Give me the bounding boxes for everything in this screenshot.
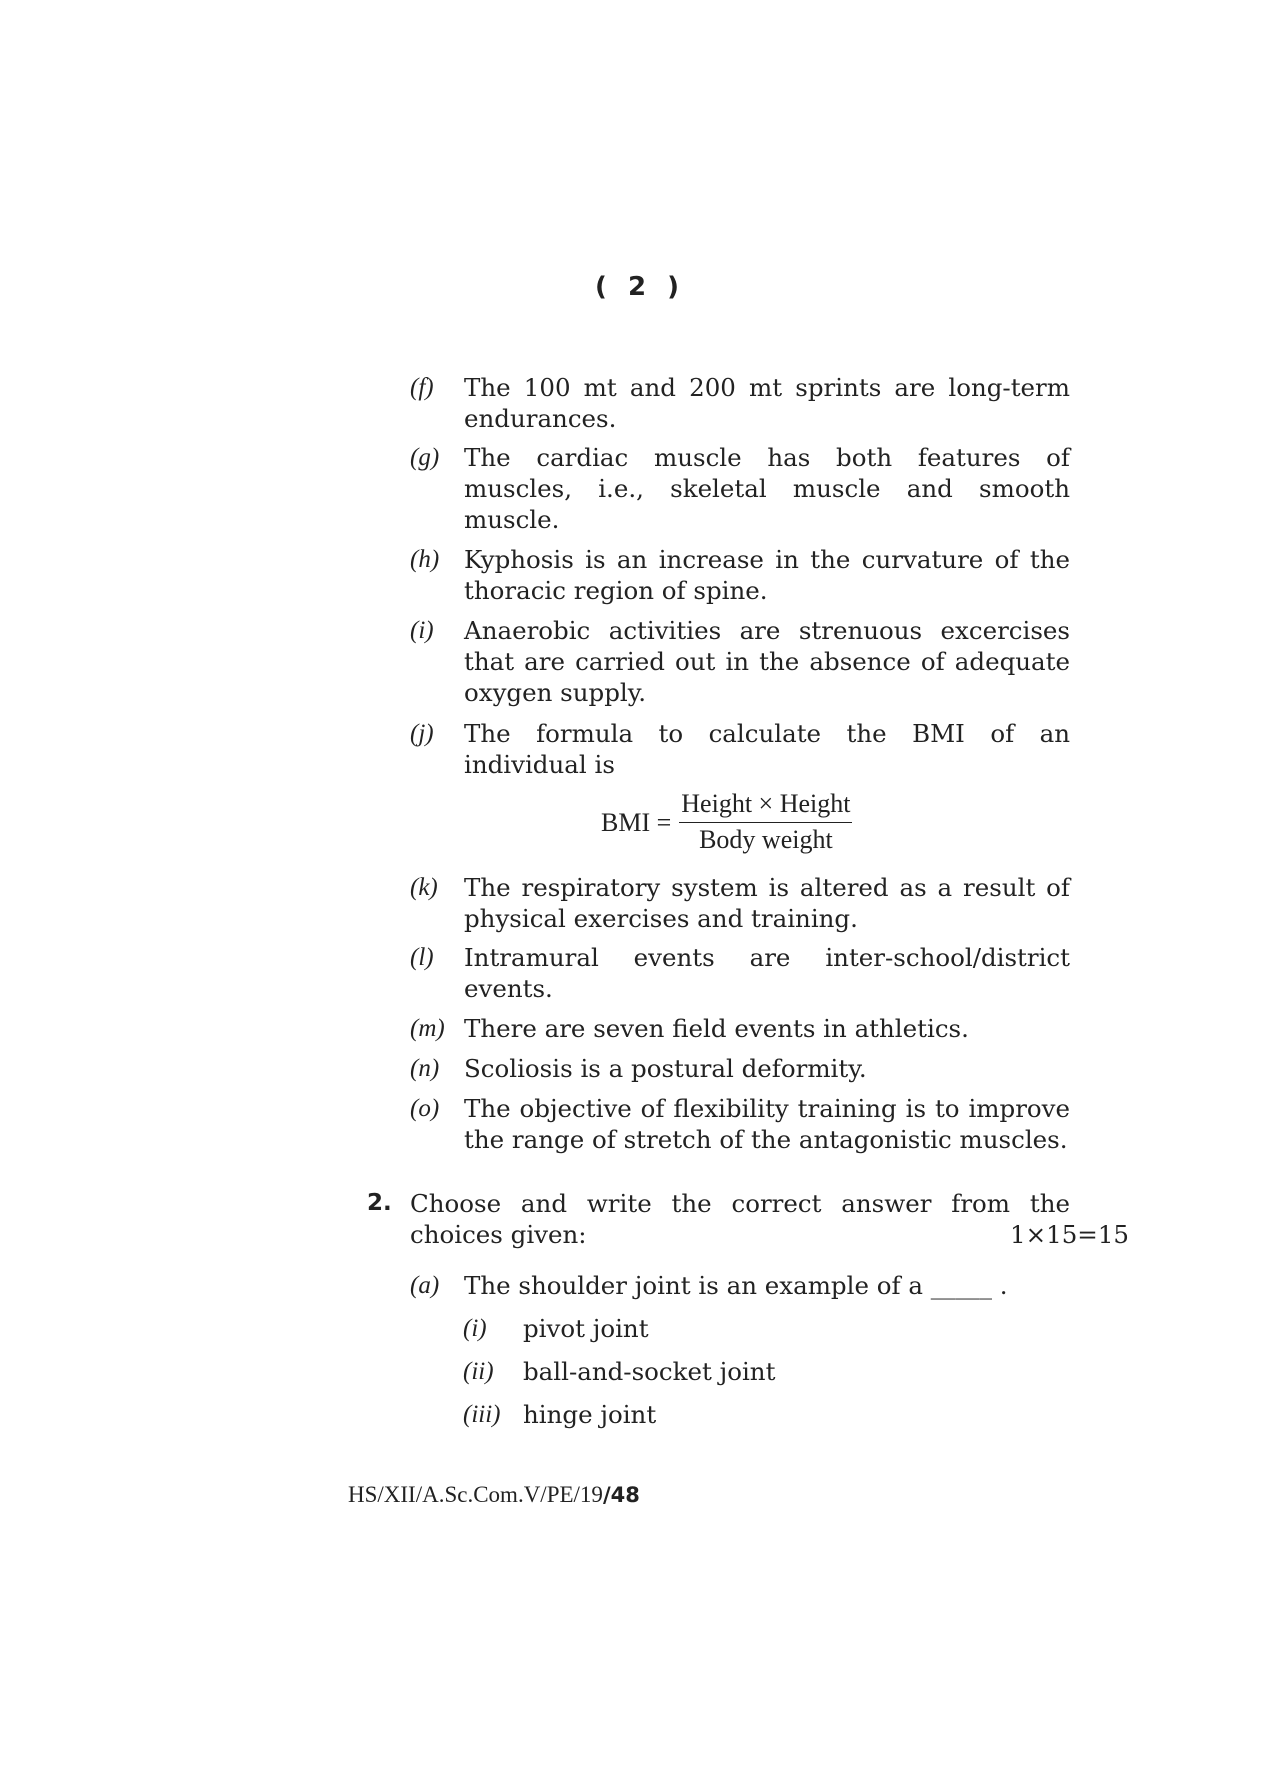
statement-label: (f) [410, 374, 434, 401]
option-label: (ii) [463, 1358, 494, 1385]
statement-text: The cardiac muscle has both features of muscles, i.e., skeletal muscle and smooth muscle. [464, 443, 1070, 534]
statement-h [410, 544, 1070, 606]
statement-label: (h) [410, 546, 440, 573]
statement-label: (o) [410, 1095, 440, 1122]
statement-text: The respiratory system is altered as a result of physical exercises and training. [464, 873, 1070, 933]
statement-l [410, 942, 1070, 1004]
statement-label: (k) [410, 874, 438, 901]
option-label: (i) [463, 1315, 487, 1342]
option-text: pivot joint [523, 1314, 649, 1343]
statement-text: The objective of flexibility training is to improve the range of stretch of the antagonistic muscles. [464, 1094, 1070, 1154]
option-i [463, 1313, 649, 1344]
statement-text: Anaerobic activities are strenuous excercises that are carried out in the absence of adequate oxygen supply. [464, 616, 1070, 707]
question-marks: 1×15=15 [1010, 1220, 1129, 1249]
statement-label: (i) [410, 617, 434, 644]
part-text: The shoulder joint is an example of a _____ . [464, 1271, 1008, 1300]
formula-lhs: BMI = [601, 807, 672, 837]
question-2 [367, 1188, 1129, 1250]
statement-text: The 100 mt and 200 mt sprints are long-term endurances. [464, 373, 1070, 433]
statement-g [410, 442, 1070, 535]
statement-k [410, 872, 1070, 934]
statement-label: (g) [410, 444, 440, 471]
option-ii [463, 1356, 775, 1387]
option-iii [463, 1399, 656, 1430]
bmi-formula [601, 788, 852, 857]
statement-text: Intramural events are inter-school/district events. [464, 943, 1070, 1003]
statement-m [410, 1013, 1070, 1044]
statement-i [410, 615, 1070, 708]
question-text: Choose and write the correct answer from the choices given: [410, 1189, 1070, 1249]
question-number: 2. [367, 1190, 392, 1216]
statement-label: (m) [410, 1015, 445, 1042]
statement-text: Kyphosis is an increase in the curvature of the thoracic region of spine. [464, 545, 1070, 605]
question-2-part-a [410, 1270, 1070, 1301]
formula-denominator: Body weight [699, 825, 833, 854]
statement-f [410, 372, 1070, 434]
statement-label: (j) [410, 720, 434, 747]
statement-label: (n) [410, 1055, 440, 1082]
part-label: (a) [410, 1272, 440, 1299]
option-text: ball-and-socket joint [523, 1357, 776, 1386]
statement-text: There are seven field events in athletics. [464, 1014, 969, 1043]
option-label: (iii) [463, 1401, 501, 1428]
page-number: ( 2 ) [595, 272, 685, 302]
option-text: hinge joint [523, 1400, 657, 1429]
footer-code [348, 1482, 640, 1508]
statement-j [410, 718, 1070, 780]
formula-numerator: Height × Height [679, 788, 852, 823]
formula-fraction [679, 788, 852, 857]
footer-page-count: /48 [602, 1483, 640, 1507]
statement-text: Scoliosis is a postural deformity. [464, 1054, 867, 1083]
statement-label: (l) [410, 944, 434, 971]
footer-code-text: HS/XII/A.Sc.Com.V/PE/19 [348, 1482, 603, 1507]
statement-text: The formula to calculate the BMI of an individual is [464, 719, 1070, 779]
statement-n [410, 1053, 1070, 1084]
statement-o [410, 1093, 1070, 1155]
